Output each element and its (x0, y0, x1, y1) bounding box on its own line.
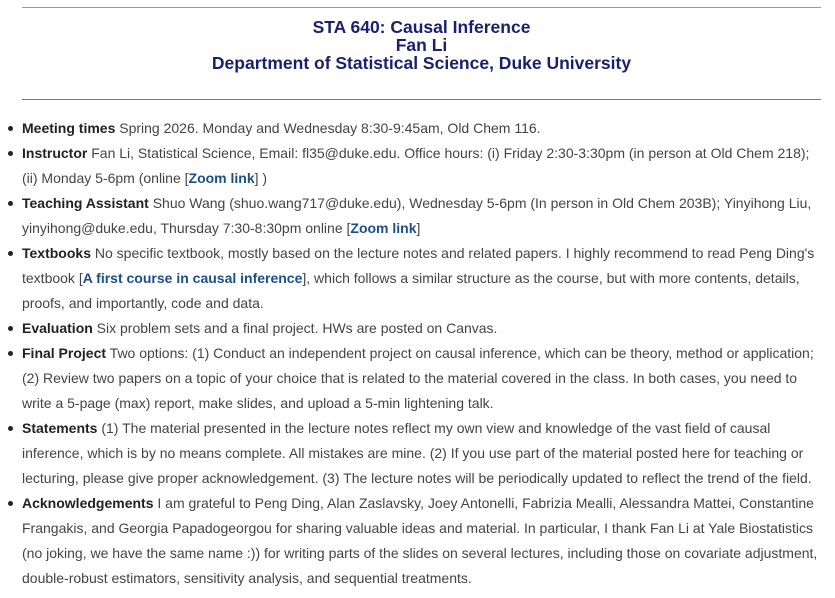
page-header (22, 18, 821, 72)
list-item-textbooks (22, 241, 824, 316)
evaluation-label: Evaluation (22, 320, 93, 336)
list-item-meeting-times (22, 116, 824, 141)
instructor-name: Fan Li (395, 35, 448, 55)
department-name: Department of Statistical Science, Duke University (211, 53, 632, 73)
ta-label: Teaching Assistant (22, 195, 149, 211)
course-info-list (0, 116, 824, 591)
ta-text: Shuo Wang (shuo.wang717@duke.edu), Wednesday 5-6pm (In person in Old Chem 203B); Yinyihong Liu, yinyihong@duke.edu, Thursday 7:30-8:30pm online [ (22, 195, 812, 236)
list-item-instructor (22, 141, 824, 191)
evaluation-text: Six problem sets and a final project. HWs are posted on Canvas. (92, 320, 498, 336)
header-divider (22, 99, 821, 100)
instructor-text: Fan Li, Statistical Science, Email: fl35@duke.edu. Office hours: (i) Friday 2:30-3:30pm (in person at Old Chem 218); (ii) Monday 5-6pm (online [ (22, 145, 810, 186)
list-item-acknowledgements (22, 491, 824, 591)
textbooks-text: No specific textbook, mostly based on the lecture notes and related papers. I highly recommend to read Peng Ding's textbook [ (22, 245, 815, 286)
textbook-link[interactable]: A first course in causal inference (82, 270, 303, 286)
acknowledgements-label: Acknowledgements (22, 495, 154, 511)
ta-zoom-link[interactable]: Zoom link (350, 220, 417, 236)
meeting-times-label: Meeting times (22, 120, 116, 136)
textbooks-text-end: ], which follows a similar structure as the course, but with more contents, details, proofs, and importantly, code and data. (22, 270, 800, 311)
top-divider (22, 7, 821, 8)
list-item-final-project (22, 341, 824, 416)
statements-label: Statements (22, 420, 98, 436)
final-project-text: Two options: (1) Conduct an independent project on causal inference, which can be theory, method or application; (2) Review two papers on a topic of your choice that is related to the material covered in the class. In both cases, you need to write a 5-page (max) report, make slides, and upload a 5-min lightening talk. (22, 345, 814, 411)
meeting-times-text: Spring 2026. Monday and Wednesday 8:30-9:45am, Old Chem 116. (115, 120, 541, 136)
list-item-evaluation (22, 316, 824, 341)
statements-text: (1) The material presented in the lecture notes reflect my own view and knowledge of the vast field of causal inference, which is by no means complete. All mistakes are mine. (2) If you use part of the material posted here for teaching or lecturing, please give proper acknowledgement. (3) The lecture notes will be periodically updated to reflect the trend of the field. (22, 420, 812, 486)
instructor-text-end: ] ) (254, 170, 268, 186)
course-title: STA 640: Causal Inference (312, 17, 531, 37)
ta-text-end: ] (416, 220, 421, 236)
instructor-zoom-link[interactable]: Zoom link (188, 170, 255, 186)
final-project-label: Final Project (22, 345, 107, 361)
list-item-statements (22, 416, 824, 491)
list-item-teaching-assistant (22, 191, 824, 241)
textbooks-label: Textbooks (22, 245, 91, 261)
acknowledgements-text: I am grateful to Peng Ding, Alan Zaslavsky, Joey Antonelli, Fabrizia Mealli, Alessandra Mattei, Constantine Frangakis, and Georgia Papadogeorgou for sharing valuable ideas and material. In particular, I thank Fan Li at Yale Biostatistics (no joking, we have the same name :)) for writing parts of the slides on several lectures, including those on covariate adjustment, double-robust estimators, sensitivity analysis, and sequential treatments. (22, 495, 818, 586)
instructor-label: Instructor (22, 145, 88, 161)
